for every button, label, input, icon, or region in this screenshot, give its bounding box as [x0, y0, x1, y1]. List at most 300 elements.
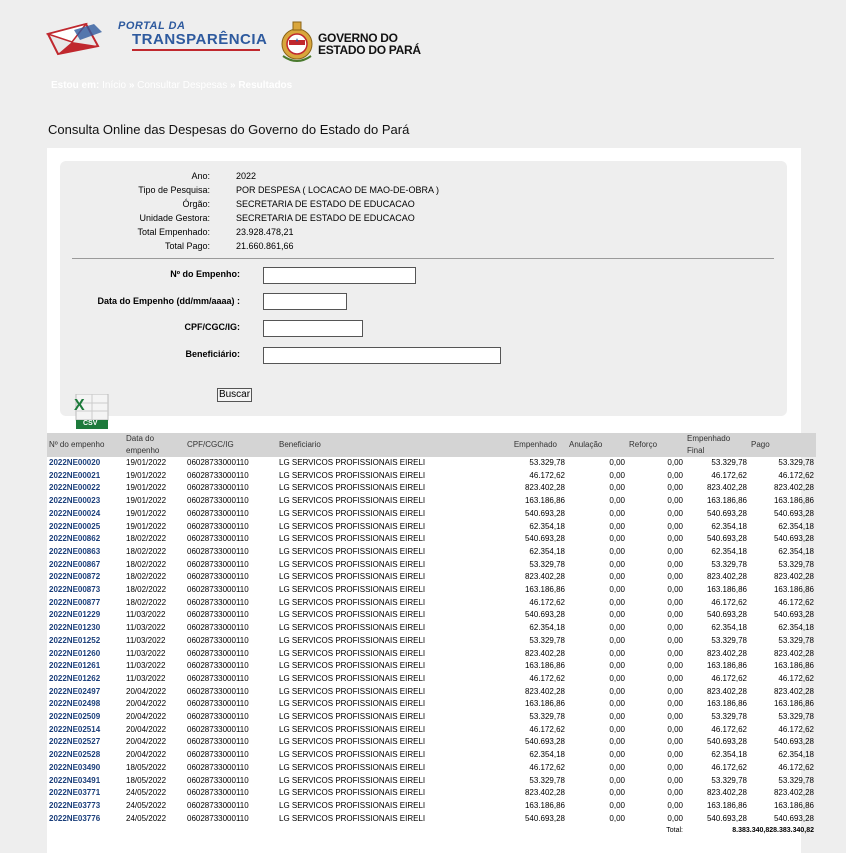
total-row: [47, 825, 816, 838]
col-header-empenhado[interactable]: Empenhado: [449, 433, 567, 457]
cell-data: 18/02/2022: [126, 534, 167, 544]
cell-data: 20/04/2022: [126, 686, 167, 696]
cell-data: 11/03/2022: [126, 661, 166, 671]
cell-empenhado: 163.186,86: [524, 661, 565, 671]
cell-pago: 62.354,18: [778, 546, 814, 556]
cell-data: 24/05/2022: [126, 813, 167, 823]
cell-anulacao: 0,00: [609, 623, 625, 633]
cell-pago: 46.172,62: [778, 470, 814, 480]
table-row[interactable]: [47, 775, 816, 788]
cell-pago: 53.329,78: [778, 635, 814, 645]
cell-pago: 823.402,28: [773, 788, 814, 798]
cell-empenho[interactable]: 2022NE01261: [49, 661, 101, 671]
cell-pago: 823.402,28: [773, 686, 814, 696]
cell-pago: 823.402,28: [773, 648, 814, 658]
cell-anulacao: 0,00: [609, 610, 625, 620]
cell-data: 20/04/2022: [126, 699, 167, 709]
cell-cpf: 06028733000110: [187, 699, 249, 709]
cell-empenho[interactable]: 2022NE00877: [49, 597, 101, 607]
cell-anulacao: 0,00: [609, 597, 625, 607]
cell-pago: 163.186,86: [773, 585, 814, 595]
cell-anulacao: 0,00: [609, 800, 625, 810]
beneficiario-label: Beneficiário:: [185, 349, 240, 359]
cell-empenhado-final: 62.354,18: [711, 750, 747, 760]
cell-beneficiario: LG SERVICOS PROFISSIONAIS EIRELI: [279, 585, 426, 595]
csv-export-icon[interactable]: [72, 394, 110, 430]
summary-label: Total Empenhado:: [137, 227, 210, 237]
cell-empenhado-final: 53.329,78: [711, 775, 747, 785]
cell-empenhado: 163.186,86: [524, 800, 565, 810]
cell-empenhado: 163.186,86: [524, 699, 565, 709]
cell-cpf: 06028733000110: [187, 572, 249, 582]
cell-empenho[interactable]: 2022NE00021: [49, 470, 101, 480]
cell-data: 18/05/2022: [126, 762, 167, 772]
total-value: 8.383.340,828.383.340,82: [732, 827, 814, 835]
cell-cpf: 06028733000110: [187, 737, 249, 747]
table-row[interactable]: [47, 648, 816, 661]
table-row[interactable]: [47, 686, 816, 699]
cell-reforco: 0,00: [667, 559, 683, 569]
cell-empenhado-final: 823.402,28: [706, 686, 747, 696]
cell-pago: 163.186,86: [773, 800, 814, 810]
cell-beneficiario: LG SERVICOS PROFISSIONAIS EIRELI: [279, 686, 426, 696]
cell-reforco: 0,00: [667, 508, 683, 518]
cell-beneficiario: LG SERVICOS PROFISSIONAIS EIRELI: [279, 661, 426, 671]
cell-reforco: 0,00: [667, 470, 683, 480]
col-header-empenhado-final[interactable]: Empenhado Final: [685, 433, 749, 457]
cell-beneficiario: LG SERVICOS PROFISSIONAIS EIRELI: [279, 546, 426, 556]
cell-empenho[interactable]: 2022NE00024: [49, 508, 101, 518]
cell-empenhado: 540.693,28: [524, 534, 565, 544]
cell-anulacao: 0,00: [609, 483, 625, 493]
cell-cpf: 06028733000110: [187, 686, 249, 696]
table-row[interactable]: [47, 521, 816, 534]
cell-data: 19/01/2022: [126, 508, 167, 518]
cell-data: 18/05/2022: [126, 775, 167, 785]
total-label: Total:: [666, 827, 683, 835]
cell-anulacao: 0,00: [609, 572, 625, 582]
table-row[interactable]: [47, 711, 816, 724]
cell-empenhado: 62.354,18: [529, 521, 565, 531]
cell-cpf: 06028733000110: [187, 458, 249, 467]
total-spacer: [47, 825, 627, 838]
cell-reforco: 0,00: [667, 496, 683, 506]
cell-empenhado: 823.402,28: [524, 686, 565, 696]
cell-data: 20/04/2022: [126, 712, 167, 722]
cell-beneficiario: LG SERVICOS PROFISSIONAIS EIRELI: [279, 635, 426, 645]
cell-reforco: 0,00: [667, 585, 683, 595]
portal-title-line1: PORTAL DA: [118, 20, 186, 32]
cell-data: 20/04/2022: [126, 737, 167, 747]
cell-empenho[interactable]: 2022NE02527: [49, 737, 101, 747]
cell-empenho[interactable]: 2022NE00025: [49, 521, 101, 531]
col-header-data[interactable]: Data do empenho: [124, 433, 185, 457]
cell-data: 11/03/2022: [126, 623, 166, 633]
cell-beneficiario: LG SERVICOS PROFISSIONAIS EIRELI: [279, 724, 426, 734]
cell-anulacao: 0,00: [609, 699, 625, 709]
cell-empenhado: 62.354,18: [529, 750, 565, 760]
cell-anulacao: 0,00: [609, 458, 625, 467]
cell-empenho[interactable]: 2022NE00863: [49, 546, 101, 556]
governo-title: [318, 32, 421, 56]
envelope-icon: [46, 20, 104, 56]
cell-empenho[interactable]: 2022NE03771: [49, 788, 101, 798]
col-header-beneficiario[interactable]: Beneficiario: [277, 433, 449, 457]
cell-data: 20/04/2022: [126, 724, 167, 734]
cell-anulacao: 0,00: [609, 724, 625, 734]
governo-title-line1: GOVERNO DO: [318, 31, 398, 45]
col-header-empenho[interactable]: Nº do empenho: [47, 433, 124, 457]
cell-empenho[interactable]: 2022NE03490: [49, 762, 101, 772]
cell-beneficiario: LG SERVICOS PROFISSIONAIS EIRELI: [279, 470, 426, 480]
cell-data: 18/02/2022: [126, 559, 167, 569]
cell-reforco: 0,00: [667, 712, 683, 722]
table-row[interactable]: [47, 673, 816, 686]
site-header: [0, 0, 846, 120]
cell-empenho[interactable]: 2022NE03491: [49, 775, 101, 785]
cell-reforco: 0,00: [667, 661, 683, 671]
cell-empenho[interactable]: 2022NE00867: [49, 559, 101, 569]
cell-cpf: 06028733000110: [187, 813, 249, 823]
cell-empenhado: 46.172,62: [529, 724, 565, 734]
cell-reforco: 0,00: [667, 521, 683, 531]
cell-beneficiario: LG SERVICOS PROFISSIONAIS EIRELI: [279, 483, 426, 493]
cell-anulacao: 0,00: [609, 635, 625, 645]
cell-empenho[interactable]: 2022NE00022: [49, 483, 101, 493]
cell-cpf: 06028733000110: [187, 534, 249, 544]
data-empenho-label: Data do Empenho (dd/mm/aaaa) :: [97, 296, 240, 306]
cell-reforco: 0,00: [667, 775, 683, 785]
table-row[interactable]: [47, 635, 816, 648]
cell-data: 18/02/2022: [126, 572, 167, 582]
cell-reforco: 0,00: [667, 737, 683, 747]
cpf-input[interactable]: [263, 320, 363, 337]
cell-beneficiario: LG SERVICOS PROFISSIONAIS EIRELI: [279, 572, 426, 582]
table-row[interactable]: [47, 559, 816, 572]
col-header-cpf[interactable]: CPF/CGC/IG: [185, 433, 277, 457]
table-body: [47, 457, 816, 838]
cell-empenhado-final: 53.329,78: [711, 712, 747, 722]
cell-reforco: 0,00: [667, 648, 683, 658]
cell-cpf: 06028733000110: [187, 673, 249, 683]
summary-label: Ano:: [191, 171, 210, 181]
cell-empenho[interactable]: 2022NE03776: [49, 813, 101, 823]
table-row[interactable]: [47, 660, 816, 673]
table-row[interactable]: [47, 724, 816, 737]
table-row[interactable]: [47, 609, 816, 622]
cell-data: 18/02/2022: [126, 546, 167, 556]
cell-reforco: 0,00: [667, 813, 683, 823]
cell-empenhado-final: 163.186,86: [706, 699, 747, 709]
cell-cpf: 06028733000110: [187, 661, 249, 671]
cell-pago: 540.693,28: [773, 534, 814, 544]
cell-anulacao: 0,00: [609, 788, 625, 798]
empenho-label: Nº do Empenho:: [170, 269, 240, 279]
cell-empenho[interactable]: 2022NE02528: [49, 750, 101, 760]
cell-pago: 46.172,62: [778, 597, 814, 607]
cell-cpf: 06028733000110: [187, 559, 249, 569]
cell-cpf: 06028733000110: [187, 508, 249, 518]
col-header-pago[interactable]: Pago: [749, 433, 816, 457]
cell-cpf: 06028733000110: [187, 648, 249, 658]
data-empenho-input[interactable]: [263, 293, 347, 310]
cell-cpf: 06028733000110: [187, 775, 249, 785]
cell-data: 20/04/2022: [126, 750, 167, 760]
cell-empenhado-final: 53.329,78: [711, 635, 747, 645]
cell-empenhado-final: 540.693,28: [706, 508, 747, 518]
cell-empenhado-final: 46.172,62: [711, 724, 747, 734]
cell-pago: 540.693,28: [773, 813, 814, 823]
cell-empenhado: 62.354,18: [529, 623, 565, 633]
cell-empenho[interactable]: 2022NE02509: [49, 712, 101, 722]
cell-pago: 540.693,28: [773, 610, 814, 620]
cell-reforco: 0,00: [667, 800, 683, 810]
cell-cpf: 06028733000110: [187, 800, 249, 810]
beneficiario-input[interactable]: [263, 347, 501, 364]
cell-empenho[interactable]: 2022NE02497: [49, 686, 101, 696]
cell-data: 11/03/2022: [126, 673, 166, 683]
cell-anulacao: 0,00: [609, 813, 625, 823]
cell-empenhado-final: 53.329,78: [711, 559, 747, 569]
cell-empenhado: 540.693,28: [524, 610, 565, 620]
breadcrumb: [51, 80, 292, 91]
cell-empenhado-final: 46.172,62: [711, 673, 747, 683]
cell-empenhado-final: 163.186,86: [706, 496, 747, 506]
cell-beneficiario: LG SERVICOS PROFISSIONAIS EIRELI: [279, 737, 426, 747]
cell-anulacao: 0,00: [609, 470, 625, 480]
table-row[interactable]: [47, 584, 816, 597]
table-row[interactable]: [47, 698, 816, 711]
cell-empenhado-final: 46.172,62: [711, 597, 747, 607]
cell-empenho[interactable]: 2022NE03773: [49, 800, 101, 810]
cell-empenho[interactable]: 2022NE01252: [49, 635, 101, 645]
cell-empenho[interactable]: 2022NE00873: [49, 585, 101, 595]
cell-cpf: 06028733000110: [187, 712, 249, 722]
cell-reforco: 0,00: [667, 483, 683, 493]
breadcrumb-item-inicio[interactable]: Início: [102, 80, 127, 91]
cell-empenhado: 53.329,78: [529, 635, 565, 645]
cell-beneficiario: LG SERVICOS PROFISSIONAIS EIRELI: [279, 496, 426, 506]
cell-empenhado-final: 46.172,62: [711, 762, 747, 772]
cell-beneficiario: LG SERVICOS PROFISSIONAIS EIRELI: [279, 610, 426, 620]
cell-empenho[interactable]: 2022NE00862: [49, 534, 101, 544]
cell-empenhado-final: 823.402,28: [706, 648, 747, 658]
cell-data: 11/03/2022: [126, 635, 166, 645]
cell-anulacao: 0,00: [609, 686, 625, 696]
summary-value: 21.660.861,66: [236, 241, 294, 251]
summary-value: 2022: [236, 171, 257, 181]
cell-empenhado-final: 823.402,28: [706, 788, 747, 798]
cell-beneficiario: LG SERVICOS PROFISSIONAIS EIRELI: [279, 699, 426, 709]
cell-pago: 540.693,28: [773, 508, 814, 518]
cell-pago: 540.693,28: [773, 737, 814, 747]
cell-reforco: 0,00: [667, 686, 683, 696]
table-row[interactable]: [47, 597, 816, 610]
divider: [72, 258, 774, 259]
cell-empenhado-final: 540.693,28: [706, 534, 747, 544]
cell-reforco: 0,00: [667, 458, 683, 467]
breadcrumb-prefix: Estou em:: [51, 80, 100, 91]
cell-data: 18/02/2022: [126, 597, 167, 607]
cell-reforco: 0,00: [667, 788, 683, 798]
cell-empenhado: 46.172,62: [529, 673, 565, 683]
cell-empenhado-final: 540.693,28: [706, 813, 747, 823]
empenho-input[interactable]: [263, 267, 416, 284]
cell-empenhado: 163.186,86: [524, 496, 565, 506]
cell-beneficiario: LG SERVICOS PROFISSIONAIS EIRELI: [279, 559, 426, 569]
table-row[interactable]: [47, 495, 816, 508]
summary-label: Total Pago:: [164, 241, 210, 251]
col-header-anulacao[interactable]: Anulação: [567, 433, 627, 457]
cell-reforco: 0,00: [667, 635, 683, 645]
cell-empenho[interactable]: 2022NE01230: [49, 623, 101, 633]
cell-empenhado-final: 46.172,62: [711, 470, 747, 480]
table-row[interactable]: [47, 813, 816, 826]
cell-cpf: 06028733000110: [187, 750, 249, 760]
cell-empenho[interactable]: 2022NE00023: [49, 496, 101, 506]
breadcrumb-separator: »: [229, 80, 236, 91]
cell-anulacao: 0,00: [609, 661, 625, 671]
cell-empenhado: 53.329,78: [529, 712, 565, 722]
cell-empenhado-final: 62.354,18: [711, 521, 747, 531]
cell-reforco: 0,00: [667, 750, 683, 760]
cell-beneficiario: LG SERVICOS PROFISSIONAIS EIRELI: [279, 750, 426, 760]
cell-empenhado: 53.329,78: [529, 775, 565, 785]
breadcrumb-item-resultados: Resultados: [238, 80, 293, 91]
table-row[interactable]: [47, 482, 816, 495]
cell-pago: 53.329,78: [778, 775, 814, 785]
cell-anulacao: 0,00: [609, 508, 625, 518]
cell-pago: 823.402,28: [773, 483, 814, 493]
cell-cpf: 06028733000110: [187, 585, 249, 595]
cell-cpf: 06028733000110: [187, 483, 249, 493]
cell-cpf: 06028733000110: [187, 762, 249, 772]
svg-text:X: X: [74, 397, 85, 414]
cell-pago: 53.329,78: [778, 458, 814, 467]
cell-cpf: 06028733000110: [187, 724, 249, 734]
cell-beneficiario: LG SERVICOS PROFISSIONAIS EIRELI: [279, 521, 426, 531]
cell-pago: 823.402,28: [773, 572, 814, 582]
cell-empenhado: 62.354,18: [529, 546, 565, 556]
cell-anulacao: 0,00: [609, 546, 625, 556]
cell-cpf: 06028733000110: [187, 470, 249, 480]
table-row[interactable]: [47, 762, 816, 775]
table-row[interactable]: [47, 571, 816, 584]
governo-para-logo[interactable]: [279, 18, 429, 66]
cell-anulacao: 0,00: [609, 585, 625, 595]
cell-anulacao: 0,00: [609, 775, 625, 785]
cell-data: 24/05/2022: [126, 800, 167, 810]
cell-empenho[interactable]: 2022NE01229: [49, 610, 101, 620]
cell-empenhado-final: 62.354,18: [711, 546, 747, 556]
table-row[interactable]: [47, 533, 816, 546]
cell-empenhado-final: 163.186,86: [706, 585, 747, 595]
cell-anulacao: 0,00: [609, 737, 625, 747]
results-table: [47, 433, 816, 838]
breadcrumb-item-consultar[interactable]: Consultar Despesas: [137, 80, 228, 91]
table-row[interactable]: [47, 508, 816, 521]
cell-data: 19/01/2022: [126, 470, 167, 480]
cell-data: 18/02/2022: [126, 585, 167, 595]
cell-empenhado-final: 163.186,86: [706, 800, 747, 810]
table-row[interactable]: [47, 749, 816, 762]
cell-empenho[interactable]: 2022NE02498: [49, 699, 101, 709]
search-button[interactable]: Buscar: [218, 389, 251, 400]
cell-empenho[interactable]: 2022NE02514: [49, 724, 101, 734]
cell-pago: 163.186,86: [773, 699, 814, 709]
cell-reforco: 0,00: [667, 534, 683, 544]
cell-reforco: 0,00: [667, 724, 683, 734]
cell-pago: 53.329,78: [778, 559, 814, 569]
cell-pago: 62.354,18: [778, 623, 814, 633]
cell-reforco: 0,00: [667, 597, 683, 607]
portal-underline: [132, 49, 260, 51]
table-row[interactable]: [47, 546, 816, 559]
table-row[interactable]: [47, 787, 816, 800]
cell-data: 19/01/2022: [126, 483, 167, 493]
cell-cpf: 06028733000110: [187, 496, 249, 506]
main-content: [47, 148, 814, 853]
table-row[interactable]: [47, 800, 816, 813]
cell-empenhado: 823.402,28: [524, 788, 565, 798]
cell-empenhado: 540.693,28: [524, 737, 565, 747]
cell-anulacao: 0,00: [609, 673, 625, 683]
summary-value: SECRETARIA DE ESTADO DE EDUCACAO: [236, 199, 415, 209]
cell-reforco: 0,00: [667, 610, 683, 620]
cell-cpf: 06028733000110: [187, 546, 249, 556]
cell-beneficiario: LG SERVICOS PROFISSIONAIS EIRELI: [279, 788, 426, 798]
cell-empenhado-final: 53.329,78: [711, 458, 747, 467]
cell-empenho[interactable]: 2022NE00872: [49, 572, 101, 582]
cell-cpf: 06028733000110: [187, 521, 249, 531]
cell-data: 24/05/2022: [126, 788, 167, 798]
table-row[interactable]: [47, 470, 816, 483]
search-panel: [60, 161, 787, 416]
cell-empenhado: 163.186,86: [524, 585, 565, 595]
cell-anulacao: 0,00: [609, 750, 625, 760]
cell-empenho[interactable]: 2022NE01262: [49, 673, 101, 683]
cell-data: 19/01/2022: [126, 496, 167, 506]
cell-anulacao: 0,00: [609, 496, 625, 506]
cell-cpf: 06028733000110: [187, 623, 249, 633]
cell-empenhado: 46.172,62: [529, 470, 565, 480]
cell-empenhado: 53.329,78: [529, 559, 565, 569]
cell-cpf: 06028733000110: [187, 597, 249, 607]
cell-reforco: 0,00: [667, 546, 683, 556]
portal-title-line2: TRANSPARÊNCIA: [132, 31, 268, 48]
table-row[interactable]: [47, 736, 816, 749]
cell-anulacao: 0,00: [609, 521, 625, 531]
cell-empenho[interactable]: 2022NE00020: [49, 458, 101, 467]
cell-anulacao: 0,00: [609, 762, 625, 772]
cell-data: 19/01/2022: [126, 521, 167, 531]
cell-data: 11/03/2022: [126, 648, 166, 658]
table-header: [47, 433, 816, 457]
cell-beneficiario: LG SERVICOS PROFISSIONAIS EIRELI: [279, 813, 426, 823]
table-row[interactable]: [47, 622, 816, 635]
portal-transparencia-logo[interactable]: [46, 18, 266, 58]
cell-empenho[interactable]: 2022NE01260: [49, 648, 101, 658]
col-header-reforco[interactable]: Reforço: [627, 433, 685, 457]
cell-empenhado: 823.402,28: [524, 648, 565, 658]
cell-cpf: 06028733000110: [187, 635, 249, 645]
table-row[interactable]: [47, 457, 816, 470]
cell-empenhado: 540.693,28: [524, 813, 565, 823]
cell-empenhado-final: 62.354,18: [711, 623, 747, 633]
cell-reforco: 0,00: [667, 623, 683, 633]
state-seal-icon: [279, 18, 315, 66]
cell-pago: 62.354,18: [778, 750, 814, 760]
